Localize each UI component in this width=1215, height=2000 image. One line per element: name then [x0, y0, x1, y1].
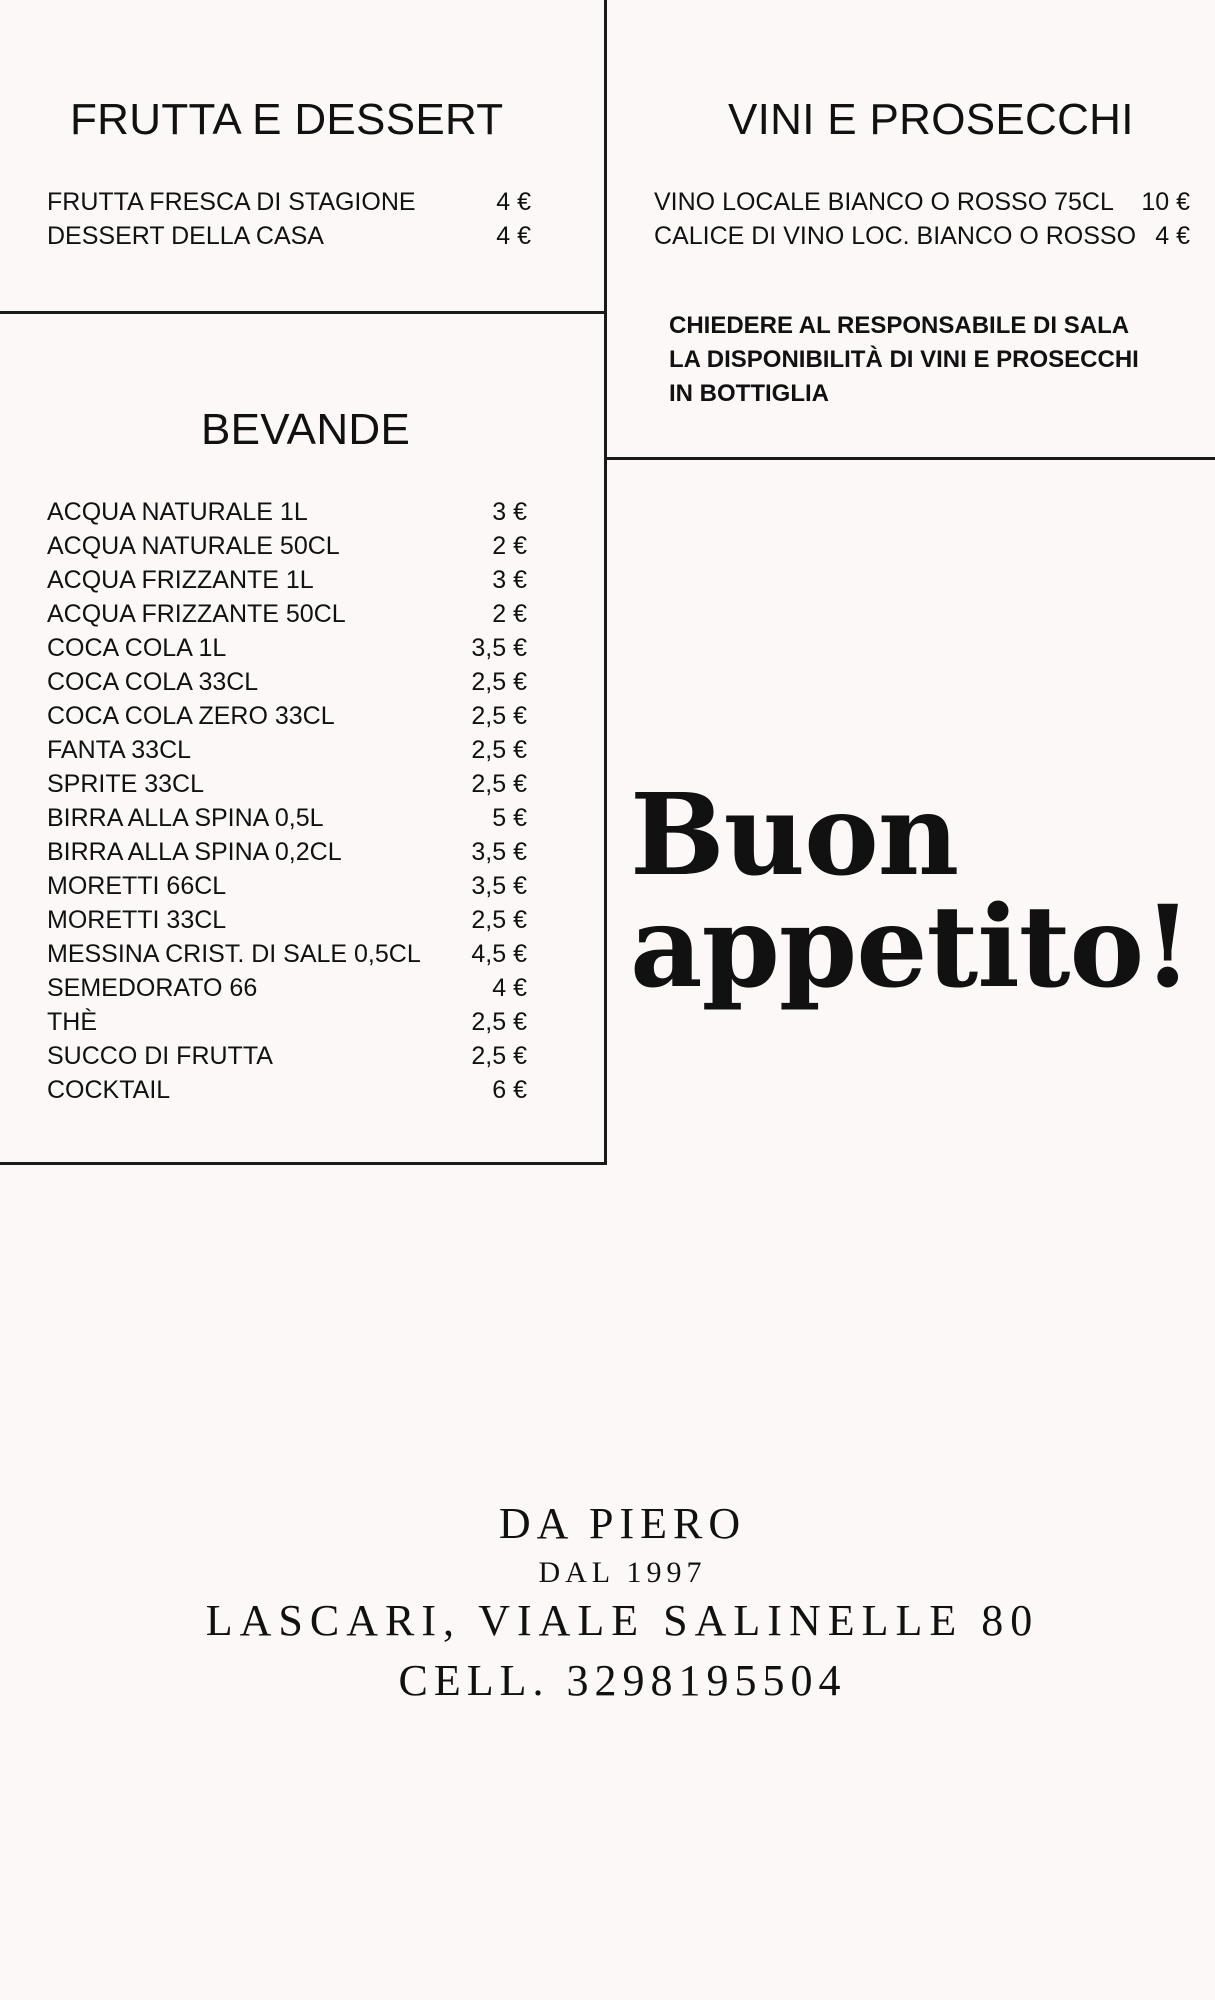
item-name: SUCCO DI FRUTTA: [47, 1042, 273, 1070]
menu-item: [47, 219, 531, 253]
item-name: CALICE DI VINO LOC. BIANCO O ROSSO: [654, 222, 1137, 250]
menu-item: [47, 495, 527, 529]
item-price: 3,5 €: [471, 838, 527, 866]
menu-item: [47, 971, 527, 1005]
buon-appetito-heading: [630, 770, 1192, 1013]
restaurant-phone: CELL. 3298195504: [398, 1656, 847, 1705]
item-name: ACQUA NATURALE 1L: [47, 498, 308, 526]
menu-item: [47, 801, 527, 835]
item-price: 2,5 €: [471, 770, 527, 798]
item-name: SEMEDORATO 66: [47, 974, 258, 1002]
frutta-title: FRUTTA E DESSERT: [70, 95, 504, 144]
vini-title: VINI E PROSECCHI: [728, 95, 1134, 144]
item-name: THÈ: [47, 1008, 97, 1036]
menu-item: [47, 631, 527, 665]
item-name: SPRITE 33CL: [47, 770, 205, 798]
menu-item: [47, 903, 527, 937]
bevande-title: BEVANDE: [201, 405, 411, 454]
item-price: 2 €: [492, 600, 527, 628]
item-price: 2 €: [492, 532, 527, 560]
menu-item: [47, 597, 527, 631]
menu-item: [47, 835, 527, 869]
restaurant-name: DA PIERO: [498, 1499, 747, 1548]
menu-item: [47, 185, 531, 219]
menu-item: [47, 529, 527, 563]
frutta-list: [47, 185, 531, 253]
menu-item: [47, 767, 527, 801]
item-price: 2,5 €: [471, 702, 527, 730]
wine-availability-note: [669, 309, 1139, 411]
item-name: COCA COLA ZERO 33CL: [47, 702, 335, 730]
menu-item: [47, 563, 527, 597]
menu-item: [47, 937, 527, 971]
restaurant-since: DAL 1997: [538, 1556, 707, 1589]
item-price: 4 €: [492, 974, 527, 1002]
bevande-list: [47, 495, 527, 1107]
item-price: 2,5 €: [471, 736, 527, 764]
item-name: FANTA 33CL: [47, 736, 192, 764]
item-name: BIRRA ALLA SPINA 0,2CL: [47, 838, 342, 866]
greeting-line-2: appetito!: [630, 882, 1192, 1013]
item-name: MORETTI 66CL: [47, 872, 227, 900]
item-name: VINO LOCALE BIANCO O ROSSO 75CL: [654, 188, 1114, 216]
item-name: COCA COLA 1L: [47, 634, 227, 662]
right-horizontal-divider: [605, 457, 1215, 460]
menu-item: [654, 185, 1190, 219]
left-horizontal-divider-top: [0, 311, 606, 314]
note-line: LA DISPONIBILITÀ DI VINI E PROSECCHI: [669, 346, 1139, 373]
item-price: 2,5 €: [471, 906, 527, 934]
item-price: 6 €: [492, 1076, 527, 1104]
menu-item: [47, 1039, 527, 1073]
menu-item: [654, 219, 1190, 253]
item-name: ACQUA FRIZZANTE 1L: [47, 566, 314, 594]
item-price: 3 €: [492, 498, 527, 526]
restaurant-address: LASCARI, VIALE SALINELLE 80: [205, 1596, 1040, 1645]
item-name: FRUTTA FRESCA DI STAGIONE: [47, 188, 416, 216]
item-price: 10 €: [1141, 188, 1190, 216]
note-line: CHIEDERE AL RESPONSABILE DI SALA: [669, 312, 1130, 339]
item-price: 2,5 €: [471, 1008, 527, 1036]
item-name: MORETTI 33CL: [47, 906, 227, 934]
item-price: 3 €: [492, 566, 527, 594]
item-name: ACQUA FRIZZANTE 50CL: [47, 600, 346, 628]
item-name: COCKTAIL: [47, 1076, 171, 1104]
item-price: 4,5 €: [471, 940, 527, 968]
menu-item: [47, 1005, 527, 1039]
item-price: 3,5 €: [471, 872, 527, 900]
left-horizontal-divider-bottom: [0, 1162, 606, 1165]
item-price: 2,5 €: [471, 668, 527, 696]
item-price: 2,5 €: [471, 1042, 527, 1070]
menu-item: [47, 733, 527, 767]
menu-item: [47, 1073, 527, 1107]
greeting-line-1: Buon: [630, 770, 959, 901]
menu-item: [47, 665, 527, 699]
item-name: ACQUA NATURALE 50CL: [47, 532, 340, 560]
vertical-divider: [604, 0, 607, 1165]
menu-item: [47, 699, 527, 733]
menu-item: [47, 869, 527, 903]
item-name: COCA COLA 33CL: [47, 668, 259, 696]
note-line: IN BOTTIGLIA: [669, 380, 829, 407]
item-price: 4 €: [1155, 222, 1190, 250]
item-price: 4 €: [496, 222, 531, 250]
item-name: DESSERT DELLA CASA: [47, 222, 324, 250]
item-price: 5 €: [492, 804, 527, 832]
item-price: 4 €: [496, 188, 531, 216]
vini-list: [654, 185, 1190, 253]
item-name: BIRRA ALLA SPINA 0,5L: [47, 804, 324, 832]
item-price: 3,5 €: [471, 634, 527, 662]
item-name: MESSINA CRIST. DI SALE 0,5CL: [47, 940, 421, 968]
